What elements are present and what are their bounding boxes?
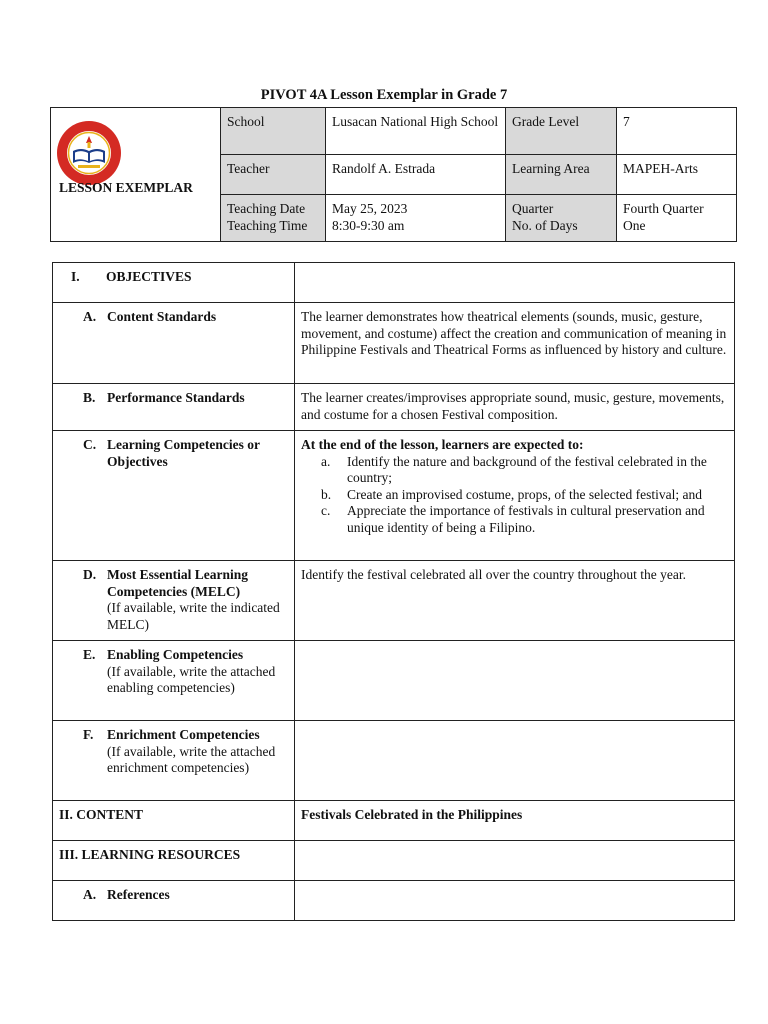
competencies-intro: At the end of the lesson, learners are expected to: (301, 437, 584, 452)
learning-competencies-number: C. (83, 437, 97, 452)
performance-standards-text: The learner creates/improvises appropriate sound, music, gesture, movements, and costume for a chosen Festival composition. (295, 384, 735, 431)
school-label: School (221, 108, 326, 155)
teaching-date-value: May 25, 2023 (332, 201, 408, 216)
enrichment-note: (If available, write the attached enrichment competencies) (107, 743, 276, 775)
content-standards-text: The learner demonstrates how theatrical elements (sounds, music, gesture, movement, and costume) affect the creation and communication of meaning in Philippine Festivals and Theatrical Forms as influenced by history and culture. (295, 303, 735, 384)
objectives-number: I. (71, 269, 80, 284)
document-title: PIVOT 4A Lesson Exemplar in Grade 7 (260, 87, 508, 103)
logo-cell (51, 108, 221, 242)
melc-text: Identify the festival celebrated all over the country throughout the year. (295, 561, 735, 641)
quarter-value: Fourth Quarter (623, 201, 704, 216)
melc-label: Most Essential Learning Competencies (MELC) (107, 567, 249, 599)
teacher-value: Randolf A. Estrada (326, 155, 506, 195)
learning-competencies-cell (53, 431, 295, 561)
learning-competencies-label: Learning Competencies or Objectives (107, 437, 260, 469)
teaching-date-label: Teaching Date (227, 201, 306, 216)
objectives-table (52, 262, 735, 921)
melc-cell (53, 561, 295, 641)
learning-competencies-content (295, 431, 735, 561)
quarter-days-value (617, 195, 737, 242)
content-text: Festivals Celebrated in the Philippines (295, 801, 735, 841)
references-number: A. (83, 887, 97, 902)
references-value (295, 881, 735, 921)
learning-resources-label: III. LEARNING RESOURCES (53, 841, 295, 881)
teaching-time-value: 8:30-9:30 am (332, 217, 405, 233)
melc-note: (If available, write the indicated MELC) (107, 600, 280, 632)
teaching-date-time-label (221, 195, 326, 242)
enrichment-label: Enrichment Competencies (107, 727, 260, 742)
school-value: Lusacan National High School (326, 108, 506, 155)
enabling-competencies-cell (53, 641, 295, 721)
grade-level-label: Grade Level (506, 108, 617, 155)
learning-area-label: Learning Area (506, 155, 617, 195)
enabling-text (295, 641, 735, 721)
teaching-date-time-value (326, 195, 506, 242)
references-cell (53, 881, 295, 921)
deped-seal-icon (56, 120, 122, 186)
objectives-heading: OBJECTIVES (106, 269, 192, 284)
quarter-label: Quarter (512, 201, 554, 216)
objectives-heading-value (295, 263, 735, 303)
enrichment-text (295, 721, 735, 801)
list-item: a. Identify the nature and background of the festival celebrated in the country; (321, 453, 707, 485)
quarter-days-label (506, 195, 617, 242)
days-value: One (623, 217, 646, 233)
objectives-heading-cell (53, 263, 295, 303)
list-item: c. Appreciate the importance of festivals in cultural preservation and unique identity of being a Filipino. (321, 503, 705, 535)
content-standards-number: A. (83, 309, 97, 324)
enabling-number: E. (83, 647, 96, 662)
performance-standards-number: B. (83, 390, 96, 405)
teacher-label: Teacher (221, 155, 326, 195)
performance-standards-cell (53, 384, 295, 431)
content-label: II. CONTENT (53, 801, 295, 841)
learning-resources-value (295, 841, 735, 881)
learning-area-value: MAPEH-Arts (617, 155, 737, 195)
enabling-label: Enabling Competencies (107, 647, 244, 662)
enrichment-number: F. (83, 727, 94, 742)
days-label: No. of Days (512, 217, 578, 233)
list-item: b. Create an improvised costume, props, of the selected festival; and (321, 486, 703, 502)
melc-number: D. (83, 567, 97, 582)
performance-standards-label: Performance Standards (107, 390, 245, 405)
references-label: References (107, 887, 170, 902)
competencies-list (301, 454, 728, 537)
enrichment-competencies-cell (53, 721, 295, 801)
content-standards-label: Content Standards (107, 309, 217, 324)
grade-level-value: 7 (617, 108, 737, 155)
teaching-time-label: Teaching Time (227, 217, 308, 233)
header-table (50, 107, 737, 242)
lesson-exemplar-label: LESSON EXEMPLAR (59, 180, 193, 195)
content-standards-cell (53, 303, 295, 384)
enabling-note: (If available, write the attached enabling competencies) (107, 663, 276, 695)
